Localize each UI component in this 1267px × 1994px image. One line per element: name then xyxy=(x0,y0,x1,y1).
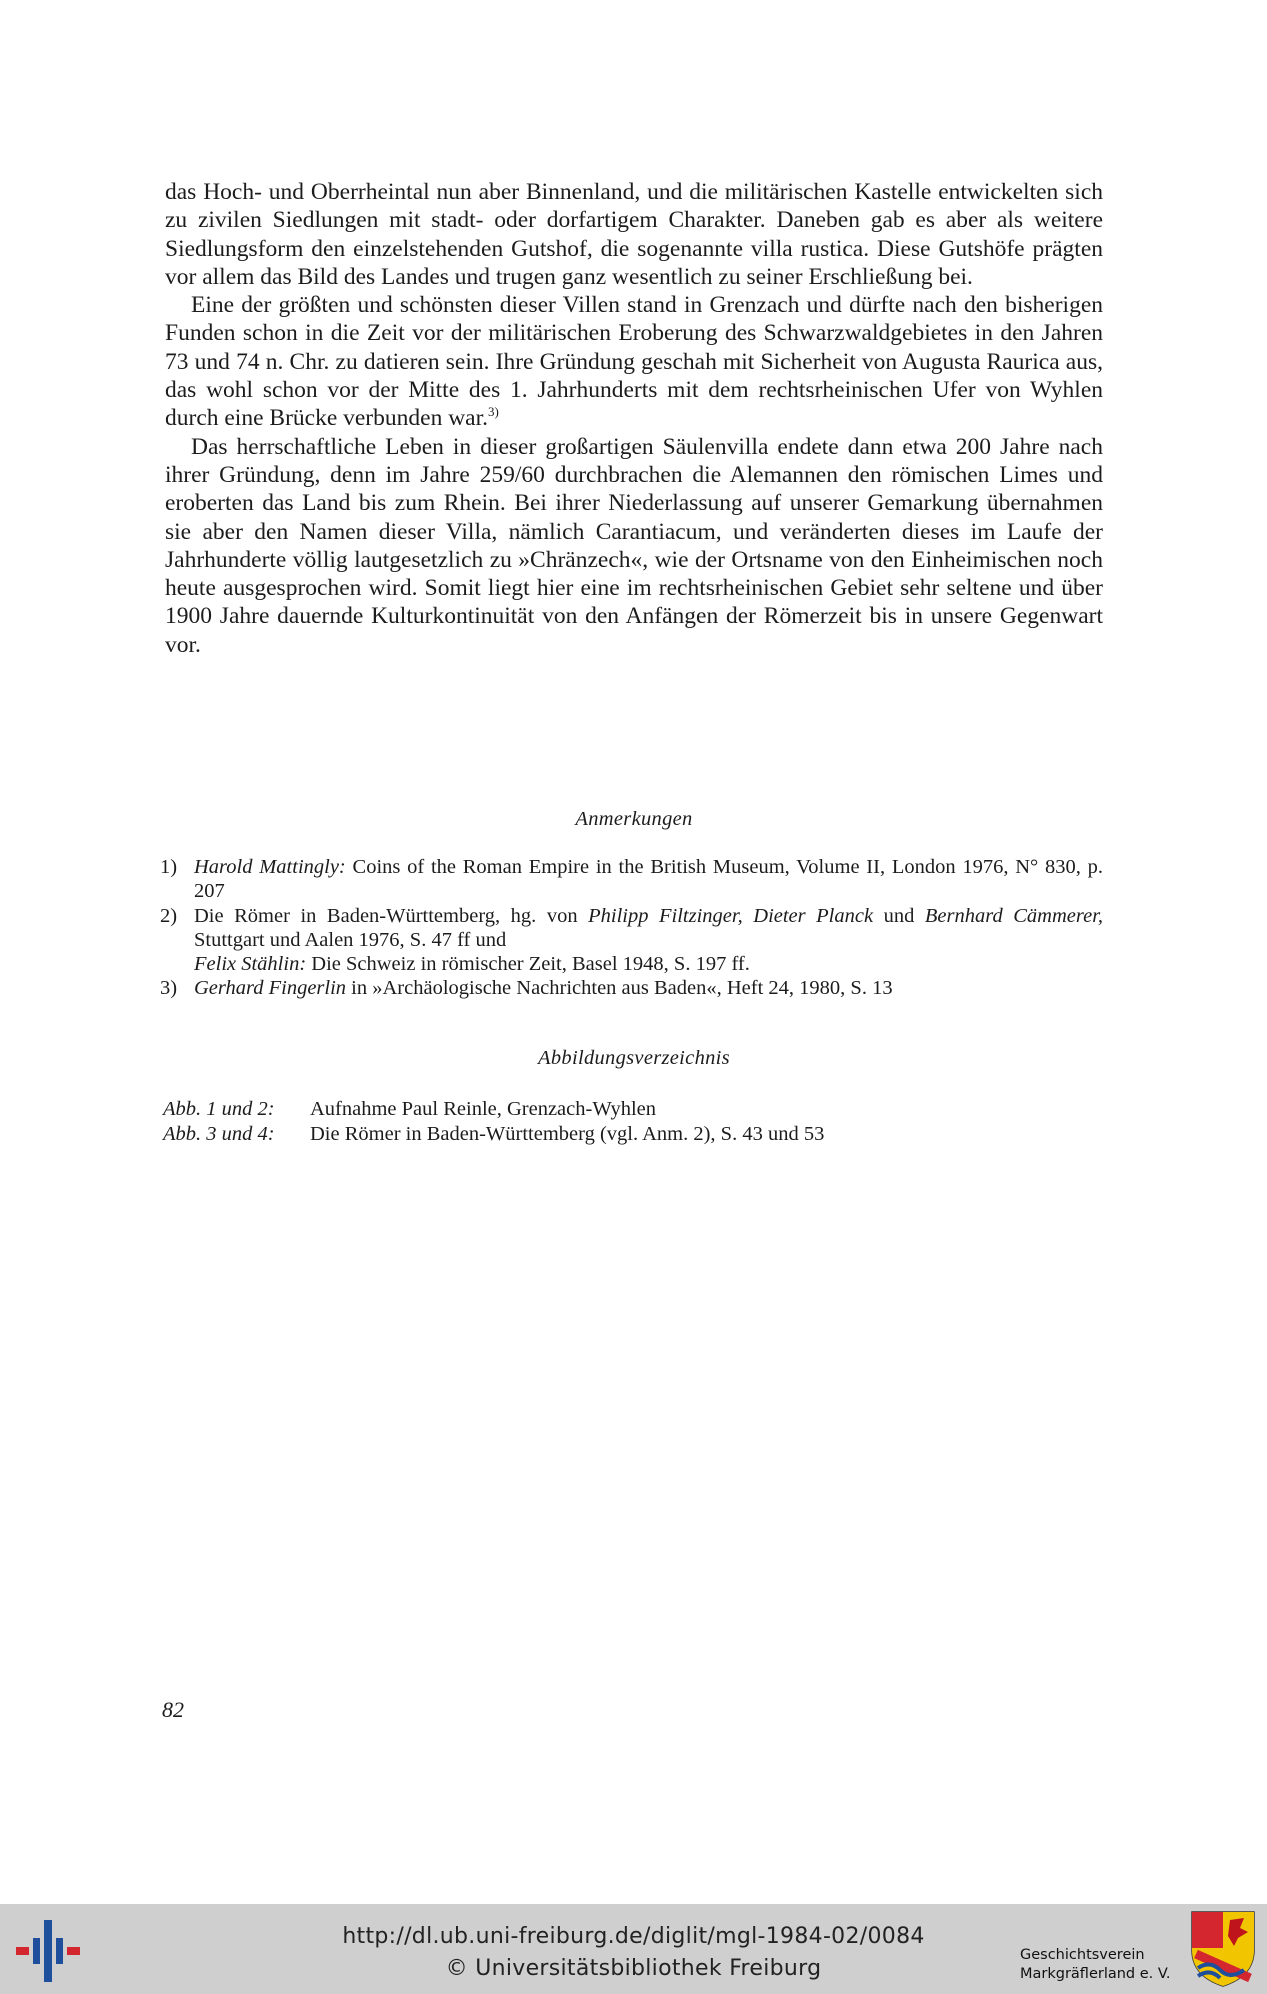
note-conjunction: und xyxy=(883,904,915,927)
society-line: Markgräflerland e. V. xyxy=(1020,1966,1171,1982)
body-text xyxy=(165,178,1103,659)
note-number: 3) xyxy=(160,977,178,1000)
note-citation: Die Schweiz in römischer Zeit, Basel 1948, S. 197 ff. xyxy=(311,953,750,976)
note-author: Felix Stählin: xyxy=(194,953,307,976)
note-citation: Die Römer in Baden-Württemberg, hg. von xyxy=(194,904,578,927)
figure-item xyxy=(163,1097,1103,1122)
paragraph-text: Eine der größten und schönsten dieser Villen stand in Grenzach und dürfte nach den bisherigen Funden schon in die Zeit vor der militärischen Eroberung des Schwarzwaldgebietes in den Jahren 73 und 74 n. Chr. zu datieren sein. Ihre Gründung geschah mit Sicherheit von Augusta Raurica aus, das wohl schon vor der Mitte des 1. Jahrhunderts mit dem rechtsrheinischen Ufer von Wyhlen durch eine Brücke verbunden war. xyxy=(165,292,1103,432)
note-author: Harold Mattingly: xyxy=(194,856,346,878)
note-citation: Coins of the Roman Empire in the British Museum, Volume II, London 1976, N° 830, p. 207 xyxy=(194,856,1103,903)
figures-heading: Abbildungsverzeichnis xyxy=(538,1047,730,1069)
note-author: Philipp Filtzinger, xyxy=(588,904,743,927)
figure-credit: Aufnahme Paul Reinle, Grenzach-Wyhlen xyxy=(310,1098,656,1120)
note-citation: Stuttgart und Aalen 1976, S. 47 ff und xyxy=(194,928,507,951)
note-item xyxy=(160,855,1103,904)
note-author: Gerhard Fingerlin xyxy=(194,977,347,1000)
note-author: Dieter Planck xyxy=(753,904,874,927)
notes-list xyxy=(160,855,1103,1001)
footer-bar xyxy=(0,1904,1267,1994)
figure-label: Abb. 1 und 2: xyxy=(163,1098,275,1120)
note-text xyxy=(194,904,1103,977)
note-text xyxy=(194,855,1103,904)
figure-label: Abb. 3 und 4: xyxy=(163,1122,275,1145)
figure-credit: Die Römer in Baden-Württemberg (vgl. Anm. 2), S. 43 und 53 xyxy=(310,1122,825,1145)
society-line: Geschichtsverein xyxy=(1020,1947,1145,1963)
figure-item xyxy=(163,1122,1103,1147)
note-citation: in »Archäologische Nachrichten aus Baden«, Heft 24, 1980, S. 13 xyxy=(351,977,893,1000)
note-item xyxy=(160,904,1103,977)
note-item xyxy=(160,976,1103,1000)
note-author: Bernhard Cämmerer, xyxy=(924,904,1104,927)
paragraph xyxy=(165,291,1103,432)
note-text xyxy=(194,976,1103,1000)
figures-list xyxy=(163,1097,1103,1146)
page-number: 82 xyxy=(162,1697,184,1722)
footnote-ref[interactable]: 3) xyxy=(488,404,499,420)
note-number: 2) xyxy=(160,904,178,927)
coat-of-arms-icon[interactable] xyxy=(1190,1910,1256,1988)
note-number: 1) xyxy=(160,856,178,878)
note-subline xyxy=(194,952,1103,976)
document-url-link[interactable]: http://dl.ub.uni-freiburg.de/diglit/mgl-1984-02/0084 xyxy=(342,1924,925,1949)
paragraph: das Hoch- und Oberrheintal nun aber Binnenland, und die militärischen Kastelle entwickelten sich zu zivilen Siedlungen mit stadt- oder dorfartigem Charakter. Daneben gab es aber als weitere Siedlungsform den einzelstehenden Gutshof, die sogenannte villa rustica. Diese Gutshöfe prägten vor allem das Bild des Landes und trugen ganz wesentlich zu seiner Erschließung bei. xyxy=(165,179,1103,290)
paragraph: Das herrschaftliche Leben in dieser großartigen Säulenvilla endete dann etwa 200 Jahre nach ihrer Gründung, denn im Jahre 259/60 durchbrachen die Alemannen den römischen Limes und eroberten das Land bis zum Rhein. Bei ihrer Niederlassung auf unserer Gemarkung übernahmen sie aber den Namen dieser Villa, nämlich Carantiacum, und veränderten dieses im Laufe der Jahrhunderte völlig lautgesetzlich zu »Chränzech«, wie der Ortsname von den Einheimischen noch heute ausgesprochen wird. Somit liegt hier eine im rechtsrheinischen Gebiet sehr seltene und über 1900 Jahre dauernde Kulturkontinuität von den Anfängen der Römerzeit bis in unsere Gegenwart vor. xyxy=(165,433,1103,658)
copyright-text: © Universitätsbibliothek Freiburg xyxy=(445,1956,822,1981)
society-name xyxy=(1020,1946,1171,1984)
notes-heading: Anmerkungen xyxy=(575,808,693,830)
